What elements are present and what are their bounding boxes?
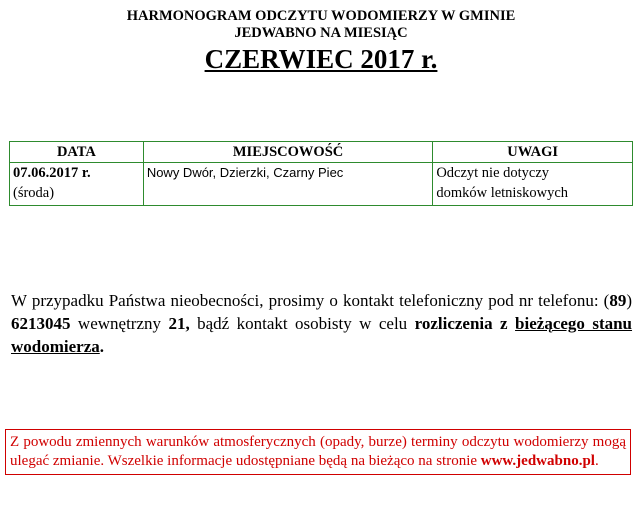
title-line-2: JEDWABNO NA MIESIĄC [234, 25, 408, 41]
header-date: DATA [10, 142, 144, 163]
title-line-1: HARMONOGRAM ODCZYTU WODOMIERZY W GMINIE [126, 8, 516, 24]
extension-number: 21, [168, 314, 190, 333]
cell-places [143, 163, 433, 206]
contact-text-5: . [99, 337, 105, 356]
schedule-table [9, 141, 633, 206]
website-link[interactable]: www.jedwabno.pl [480, 453, 595, 469]
cell-date [10, 163, 144, 206]
reading-date: 07.06.2017 r. [13, 165, 91, 181]
area-code: 89 [609, 291, 627, 310]
phone-number: 6213045 [11, 314, 71, 333]
reading-weekday: (środa) [13, 185, 55, 201]
contact-emphasis-2: bieżącego stanu wodomierza [11, 314, 633, 356]
weather-notice [5, 429, 631, 475]
notice-text: Z powodu zmiennych warunków atmosferycznych (opady, burze) terminy odczytu wodomierzy mogą ulegać zmianie. Wszelkie informacje udostępniane będą na bieżąco na stronie [10, 434, 626, 469]
contact-emphasis-1: rozliczenia z [414, 314, 516, 333]
contact-text-3: wewnętrzny [70, 314, 169, 333]
notes-line-2: domków letniskowych [436, 185, 569, 201]
notes-line-1: Odczyt nie dotyczy [436, 165, 550, 181]
document-header [0, 8, 642, 75]
contact-text-4: bądź kontakt osobisty w celu [189, 314, 415, 333]
contact-paragraph [11, 289, 632, 358]
table-row [10, 163, 633, 206]
header-place: MIEJSCOWOŚĆ [143, 142, 433, 163]
contact-text-1: W przypadku Państwa nieobecności, prosimy o kontakt telefoniczny pod nr telefonu: ( [11, 291, 610, 310]
cell-notes [433, 163, 633, 206]
contact-text-2: ) [626, 291, 632, 310]
notice-end: . [594, 453, 599, 469]
title-month: CZERWIEC 2017 r. [204, 44, 438, 74]
places-list: Nowy Dwór, Dzierzki, Czarny Piec [146, 165, 344, 180]
header-notes: UWAGI [433, 142, 633, 163]
table-header-row [10, 142, 633, 163]
